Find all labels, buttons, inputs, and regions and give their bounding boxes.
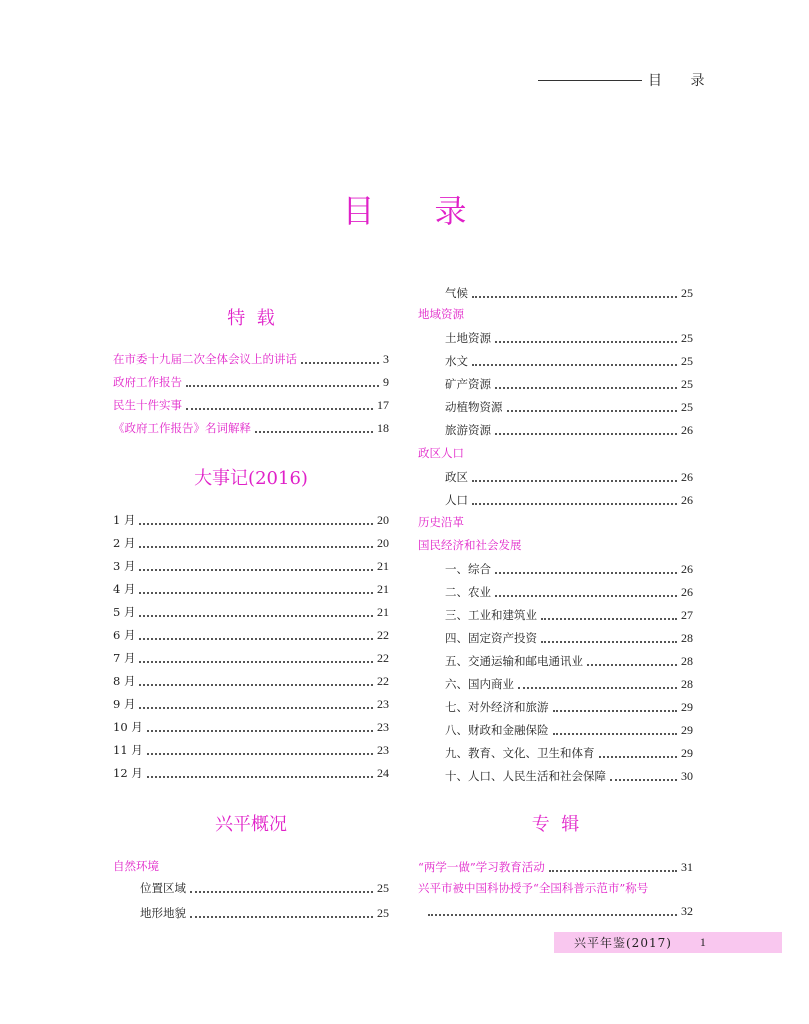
toc-leader-dots [139,535,373,548]
toc-entry-resource[interactable] [445,350,693,372]
toc-entry-resource[interactable] [445,373,693,395]
footer-text: 兴平年鉴(2017) [574,936,672,950]
toc-entry-title: 8 月 [113,674,136,688]
toc-leader-dots [139,604,373,617]
category-history[interactable]: 历史沿革 [418,515,464,529]
toc-entry-economy[interactable] [445,765,693,787]
toc-entry-title: 人口 [445,493,468,507]
toc-leader-dots [495,584,677,597]
toc-entry-economy[interactable] [445,581,693,603]
toc-leader-dots [495,330,677,343]
toc-leader-dots [190,905,373,918]
toc-leader-dots [472,285,677,298]
toc-page-number: 25 [681,330,693,345]
toc-entry-economy[interactable] [445,650,693,672]
toc-page-number: 32 [681,903,693,918]
toc-leader-dots [139,650,373,663]
toc-page-number: 25 [377,905,389,920]
toc-page-number: 25 [681,285,693,300]
toc-leader-dots [587,653,677,666]
toc-page-number: 3 [383,351,389,366]
toc-entry-month[interactable] [113,739,389,761]
toc-entry-title: 在市委十九届二次全体会议上的讲话 [113,352,297,366]
toc-entry-title: 《政府工作报告》名词解释 [113,421,251,435]
toc-entry-month[interactable] [113,532,389,554]
toc-leader-dots [139,696,373,709]
toc-leader-dots [553,722,678,735]
toc-entry-title: 九、教育、文化、卫生和体育 [445,746,595,760]
toc-entry-resource[interactable] [445,419,693,441]
footer-page-number: 1 [699,935,706,949]
toc-entry-nature[interactable] [140,902,389,924]
toc-page-number: 18 [377,420,389,435]
toc-leader-dots [495,422,677,435]
toc-entry-title: 7 月 [113,651,136,665]
section-heading-overview: 兴平概况 [215,814,287,835]
category-resources[interactable]: 地域资源 [418,307,464,321]
toc-page-number: 26 [681,422,693,437]
toc-entry-title: 6 月 [113,628,136,642]
header-text: 目 录 [648,73,717,89]
toc-entry-division[interactable] [445,489,693,511]
toc-leader-dots [549,859,677,872]
toc-entry-title: 地形地貌 [140,906,186,920]
toc-entry-special[interactable] [113,417,389,439]
toc-page-number: 21 [377,604,389,619]
toc-entry-title: 1 月 [113,513,136,527]
toc-page-number: 27 [681,607,693,622]
toc-entry-title: 10 月 [113,720,143,734]
toc-entry-special[interactable] [113,394,389,416]
toc-entry-climate[interactable] [445,282,693,304]
toc-page-number: 25 [681,376,693,391]
toc-entry-economy[interactable] [445,719,693,741]
toc-leader-dots [139,581,373,594]
toc-entry-month[interactable] [113,601,389,623]
category-division[interactable]: 政区人口 [418,446,464,460]
toc-page-number: 20 [377,512,389,527]
toc-page-number: 26 [681,469,693,484]
toc-entry-economy[interactable] [445,627,693,649]
toc-entry-title: 二、农业 [445,585,491,599]
toc-entry-month[interactable] [113,624,389,646]
toc-page-number: 22 [377,673,389,688]
toc-entry-special-collection[interactable] [418,856,693,878]
toc-entry-special[interactable] [113,348,389,370]
toc-leader-dots [428,903,677,916]
toc-leader-dots [255,420,373,433]
toc-entry-month[interactable] [113,762,389,784]
toc-page-number: 25 [377,880,389,895]
toc-page-number: 22 [377,627,389,642]
toc-entry-title: 十、人口、人民生活和社会保障 [445,769,606,783]
toc-entry-division[interactable] [445,466,693,488]
toc-page-number: 24 [377,765,389,780]
toc-entry-title: 气候 [445,286,468,300]
toc-entry-title: 旅游资源 [445,423,491,437]
toc-entry-title: 3 月 [113,559,136,573]
toc-leader-dots [541,607,677,620]
toc-entry-nature[interactable] [140,877,389,899]
toc-entry-title: 五、交通运输和邮电通讯业 [445,654,583,668]
toc-page-number: 28 [681,630,693,645]
toc-page-number: 31 [681,859,693,874]
toc-entry-title: 2 月 [113,536,136,550]
toc-entry-month[interactable] [113,555,389,577]
toc-leader-dots [147,765,373,778]
toc-entry-resource[interactable] [445,396,693,418]
toc-leader-dots [139,673,373,686]
toc-page-number: 21 [377,558,389,573]
toc-leader-dots [472,492,677,505]
toc-entry-title: “两学一做”学习教育活动 [418,860,545,874]
toc-entry-title: 4 月 [113,582,136,596]
toc-leader-dots [507,399,678,412]
toc-entry-month[interactable] [113,647,389,669]
section-heading-special: 特 载 [227,308,275,329]
toc-entry-month[interactable] [113,578,389,600]
toc-page-number: 29 [681,699,693,714]
toc-leader-dots [186,397,373,410]
toc-leader-dots [301,351,379,364]
toc-entry-title: 11 月 [113,743,143,757]
toc-entry-title: 动植物资源 [445,400,503,414]
toc-entry-month[interactable] [113,716,389,738]
toc-page-number: 23 [377,719,389,734]
toc-entry-economy[interactable] [445,604,693,626]
toc-entry-title: 位置区域 [140,881,186,895]
toc-entry-title: 六、国内商业 [445,677,514,691]
toc-leader-dots [610,768,677,781]
toc-leader-dots [553,699,678,712]
toc-entry-resource[interactable] [445,327,693,349]
toc-entry-title: 5 月 [113,605,136,619]
toc-entry-title: 四、固定资产投资 [445,631,537,645]
toc-page-number: 22 [377,650,389,665]
toc-page-number: 25 [681,399,693,414]
toc-leader-dots [541,630,677,643]
section-heading-events: 大事记(2016) [194,468,308,489]
toc-entry-economy[interactable] [445,673,693,695]
toc-leader-dots [472,469,677,482]
toc-page-number: 23 [377,696,389,711]
toc-entry-title: 一、综合 [445,562,491,576]
toc-entry-title: 政区 [445,470,468,484]
toc-page-number: 28 [681,653,693,668]
toc-leader-dots [599,745,678,758]
toc-page-number: 17 [377,397,389,412]
header-rule [538,80,642,81]
toc-page-number: 26 [681,584,693,599]
toc-page-number: 20 [377,535,389,550]
toc-leader-dots [186,374,379,387]
toc-entry-title: 12 月 [113,766,143,780]
toc-entry-month[interactable] [113,509,389,531]
toc-page-number: 23 [377,742,389,757]
toc-page-number: 25 [681,353,693,368]
toc-leader-dots [190,880,373,893]
toc-entry-title: 矿产资源 [445,377,491,391]
toc-leader-dots [495,561,677,574]
toc-entry-title: 土地资源 [445,331,491,345]
toc-page-number: 29 [681,745,693,760]
toc-entry-month[interactable] [113,693,389,715]
toc-leader-dots [495,376,677,389]
toc-leader-dots [518,676,677,689]
toc-entry-economy[interactable] [445,696,693,718]
section-heading-special-collection: 专 辑 [531,814,580,835]
toc-entry-economy[interactable] [445,558,693,580]
toc-leader-dots [139,558,373,571]
page-title: 目录 [342,192,527,230]
toc-entry-economy[interactable] [445,742,693,764]
running-header [538,70,716,90]
toc-leader-dots [139,627,373,640]
toc-page-number: 28 [681,676,693,691]
toc-leader-dots [139,512,373,525]
toc-leader-dots [147,742,373,755]
toc-page-number: 26 [681,492,693,507]
toc-entry-special-collection-leader[interactable] [424,900,693,922]
toc-entry-title: 民生十件实事 [113,398,182,412]
toc-entry-title: 9 月 [113,697,136,711]
toc-page-number: 29 [681,722,693,737]
page-footer [554,932,782,953]
toc-page-number: 9 [383,374,389,389]
category-nature[interactable]: 自然环境 [113,859,159,873]
toc-entry-month[interactable] [113,670,389,692]
toc-entry-title: 三、工业和建筑业 [445,608,537,622]
toc-entry-title: 水文 [445,354,468,368]
toc-page-number: 21 [377,581,389,596]
toc-leader-dots [472,353,677,366]
category-economy[interactable]: 国民经济和社会发展 [418,538,522,552]
toc-entry-special[interactable] [113,371,389,393]
toc-entry-title: 八、财政和金融保险 [445,723,549,737]
toc-page-number: 30 [681,768,693,783]
toc-page-number: 26 [681,561,693,576]
toc-entry-title: 政府工作报告 [113,375,182,389]
toc-entry-title: 七、对外经济和旅游 [445,700,549,714]
toc-entry-special-collection-title[interactable]: 兴平市被中国科协授予“全国科普示范市”称号 [418,881,649,895]
toc-leader-dots [147,719,373,732]
